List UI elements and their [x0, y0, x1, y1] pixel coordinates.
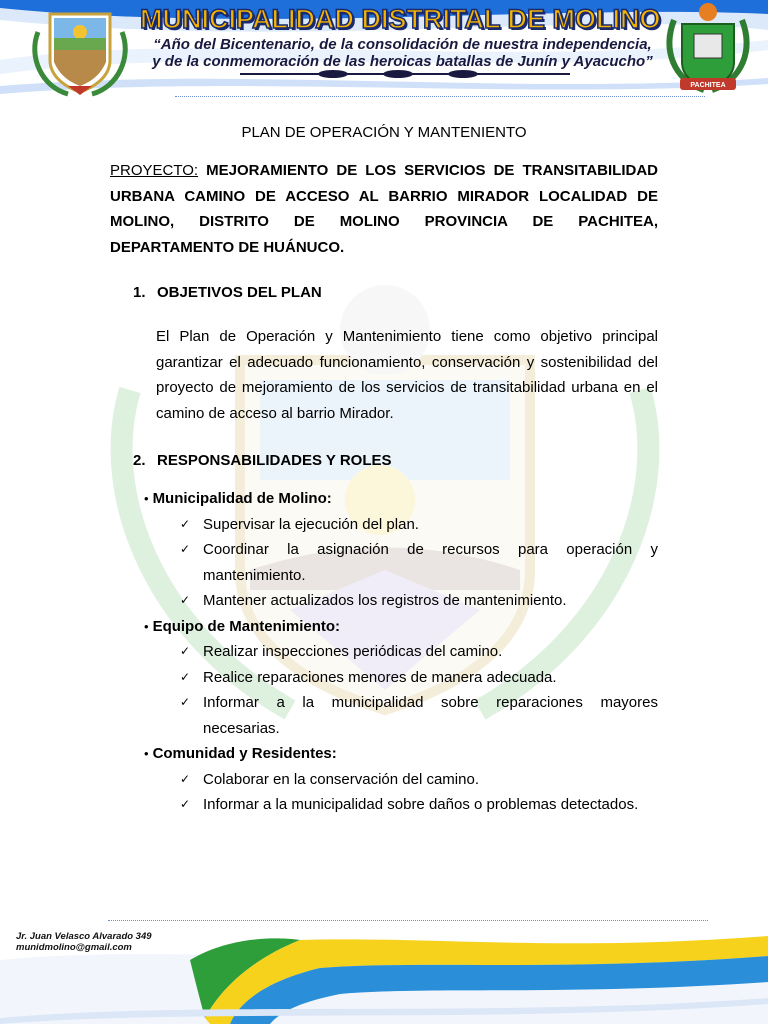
task-text: Informar a la municipalidad sobre daños o problemas detectados. [203, 796, 639, 813]
footer-banner [0, 900, 768, 1024]
header-ornament-dot [318, 70, 348, 78]
motto-line-1: “Año del Bicentenario, de la consolidación de nuestra independencia, [153, 36, 652, 53]
header-ornament-dot [383, 70, 413, 78]
role-heading-maintenance-team [144, 614, 658, 640]
role-heading-community [144, 741, 658, 767]
header-ornament-dot [448, 70, 478, 78]
project-statement [110, 158, 658, 260]
footer-email: munidmolino@gmail.com [16, 942, 132, 953]
task-list-municipality [110, 512, 658, 614]
task-text: Mantener actualizados los registros de mantenimiento. [203, 592, 567, 609]
checkmark-icon: ✓ [180, 797, 191, 811]
section-heading-responsibilities [133, 450, 658, 472]
pachitea-coat-of-arms-right [664, 0, 752, 98]
footer-address: Jr. Juan Velasco Alvarado 349 [16, 931, 152, 942]
task-text: Coordinar la asignación de recursos para operación y mantenimiento. [203, 541, 658, 584]
right-seal-label: PACHITEA [690, 82, 726, 89]
task-list-maintenance-team [110, 639, 658, 741]
objectives-paragraph: El Plan de Operación y Mantenimiento tiene como objetivo principal garantizar el adecuado funcionamiento, conservación y sostenibilidad del proyecto de mejoramiento de los servicios de transitabilidad urbana en el camino de acceso al barrio Mirador. [156, 328, 658, 422]
footer-contact [16, 931, 152, 953]
role-heading-municipality [144, 486, 658, 512]
checkmark-icon: ✓ [180, 516, 191, 531]
header-banner [0, 0, 768, 100]
motto-line-2: y de la conmemoración de las heroicas batallas de Junín y Ayacucho” [152, 53, 653, 70]
task-list-community [110, 767, 658, 818]
task-item [180, 792, 658, 818]
municipal-coat-of-arms-left [30, 2, 130, 97]
checkmark-icon: ✓ [180, 593, 191, 607]
section-title: OBJETIVOS DEL PLAN [157, 284, 322, 301]
section-heading-objectives [133, 282, 658, 304]
section-number: 2. [133, 452, 146, 469]
bullet-icon: • [144, 746, 149, 761]
bullet-icon: • [144, 618, 149, 634]
checkmark-icon: ✓ [180, 669, 191, 684]
task-item [180, 639, 658, 665]
checkmark-icon: ✓ [180, 771, 191, 786]
document-body [110, 122, 658, 818]
footer-flag-swoosh-graphic [0, 900, 768, 1024]
task-item [180, 588, 658, 614]
project-description: MEJORAMIENTO DE LOS SERVICIOS DE TRANSITABILIDAD URBANA CAMINO DE ACCESO AL BARRIO MIRADOR LOCALIDAD DE MOLINO, DISTRITO DE MOLINO PROVINCIA DE PACHITEA, DEPARTAMENTO DE HUÁNUCO. [110, 162, 658, 256]
checkmark-icon: ✓ [180, 644, 191, 658]
project-label: PROYECTO: [110, 162, 199, 179]
document-title: PLAN DE OPERACIÓN Y MANTENIENTO [241, 124, 527, 141]
task-text: Realice reparaciones menores de manera adecuada. [203, 668, 557, 686]
task-text: Realizar inspecciones periódicas del camino. [203, 643, 503, 660]
role-name: Comunidad y Residentes: [152, 745, 337, 762]
task-item [180, 537, 658, 588]
bullet-icon: • [144, 491, 149, 506]
checkmark-icon: ✓ [180, 542, 191, 556]
task-item [180, 767, 658, 793]
checkmark-icon: ✓ [180, 695, 191, 709]
header-dotted-divider [175, 96, 705, 97]
section-number: 1. [133, 284, 146, 301]
task-item [180, 665, 658, 691]
municipality-title: MUNICIPALIDAD DISTRITAL DE MOLINO [140, 4, 661, 34]
task-text: Informar a la municipalidad sobre reparaciones mayores necesarias. [203, 694, 658, 737]
header-motto [140, 36, 665, 70]
role-name: Equipo de Mantenimiento: [152, 617, 341, 635]
task-item [180, 690, 658, 741]
section-title: RESPONSABILIDADES Y ROLES [157, 452, 392, 469]
task-item [180, 512, 658, 538]
task-text: Colaborar en la conservación del camino. [203, 770, 479, 788]
role-name: Municipalidad de Molino: [152, 490, 332, 507]
task-text: Supervisar la ejecución del plan. [203, 515, 419, 533]
